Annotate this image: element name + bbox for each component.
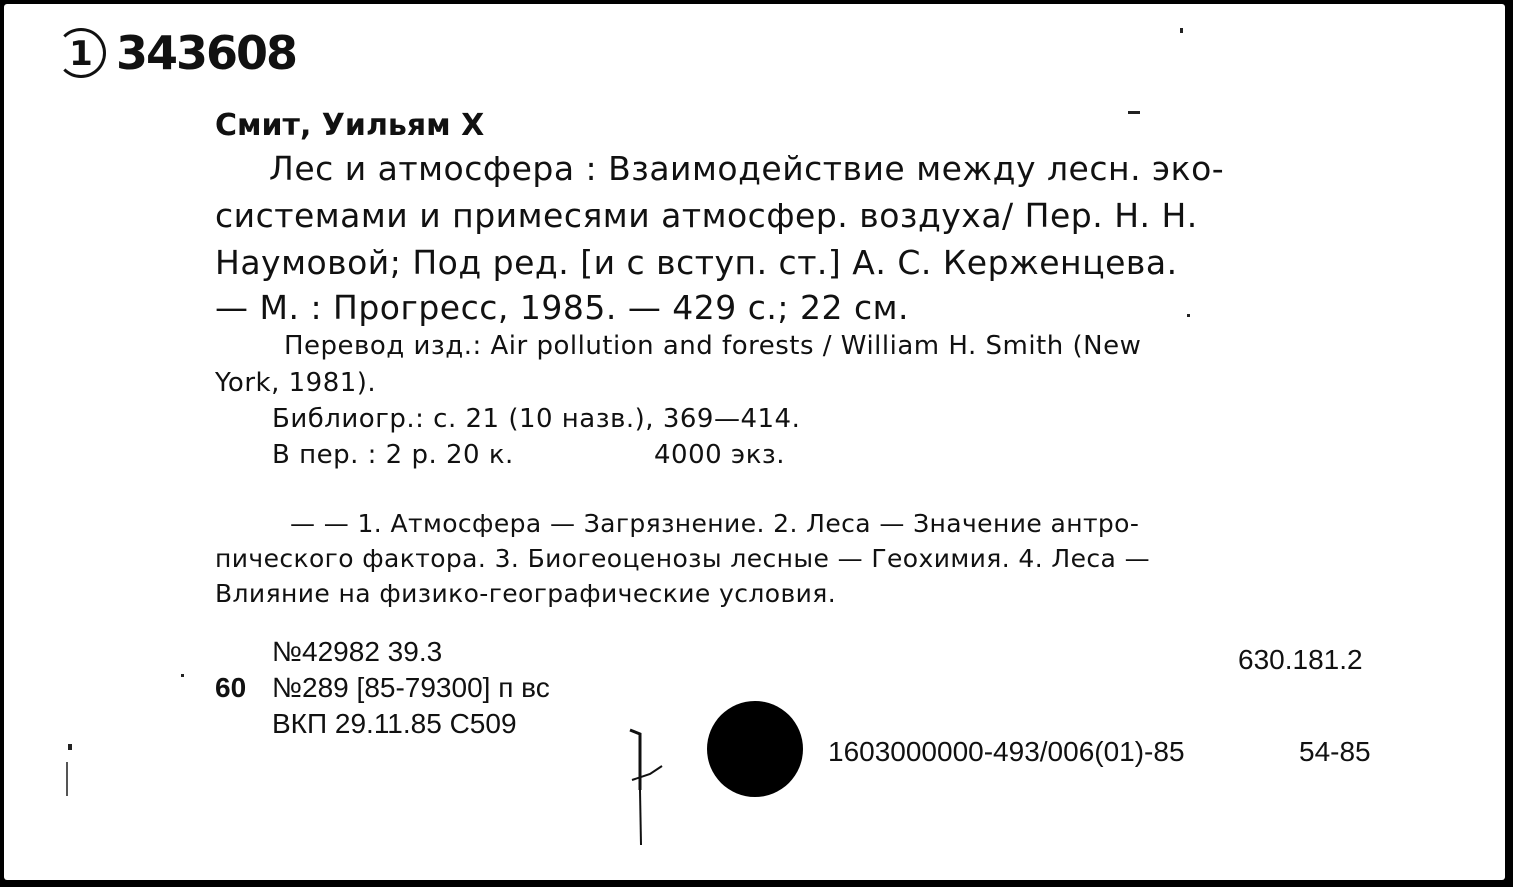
inventory-mark-digit: 1 xyxy=(69,34,93,74)
black-circle-mark xyxy=(707,701,803,797)
handwritten-bracket-mark xyxy=(622,720,682,850)
subject-line-3: Влияние на физико-географические условия. xyxy=(215,579,837,608)
speck-mark xyxy=(1128,111,1140,114)
code-line-2: №289 [85-79300] п вс xyxy=(272,672,550,703)
code-line-2-prefix: 60 xyxy=(215,672,247,703)
isbn-code: 1603000000-493/006(01)-85 xyxy=(828,736,1185,767)
bibliography-note: Библиогр.: с. 21 (10 назв.), 369—414. xyxy=(272,404,801,434)
catalog-card xyxy=(4,4,1505,880)
speck-mark xyxy=(1187,314,1190,317)
speck-mark xyxy=(1180,28,1183,33)
inventory-stamp xyxy=(56,26,296,80)
copies-note: 4000 экз. xyxy=(654,440,785,470)
plan-code: 54-85 xyxy=(1299,736,1371,767)
note-line-1: Перевод изд.: Air pollution and forests / William H. Smith (New xyxy=(284,331,1142,361)
price-note: В пер. : 2 р. 20 к. xyxy=(272,440,514,470)
author-heading: Смит, Уильям Х xyxy=(215,108,485,143)
speck-mark xyxy=(68,744,72,750)
code-line-1: №42982 39.3 xyxy=(272,636,443,667)
title-line-1: Лес и атмосфера : Взаимодействие между лесн. эко- xyxy=(269,149,1225,188)
inventory-circle-mark xyxy=(56,28,106,78)
speck-mark xyxy=(66,762,68,796)
title-line-2: системами и примесями атмосфер. воздуха/ Пер. Н. Н. xyxy=(215,196,1198,235)
code-line-3: ВКП 29.11.85 С509 xyxy=(272,708,517,739)
title-line-4: — М. : Прогресс, 1985. — 429 с.; 22 см. xyxy=(215,288,910,327)
inventory-number: 343608 xyxy=(116,26,297,80)
udc-code: 630.181.2 xyxy=(1238,644,1363,675)
speck-mark xyxy=(181,674,184,677)
subject-line-1: — — 1. Атмосфера — Загрязнение. 2. Леса — Значение антро- xyxy=(290,509,1140,538)
title-line-3: Наумовой; Под ред. [и с вступ. ст.] А. С. Керженцева. xyxy=(215,243,1178,282)
subject-line-2: пического фактора. 3. Биогеоценозы лесные — Геохимия. 4. Леса — xyxy=(215,544,1150,573)
note-line-2: York, 1981). xyxy=(215,368,377,398)
